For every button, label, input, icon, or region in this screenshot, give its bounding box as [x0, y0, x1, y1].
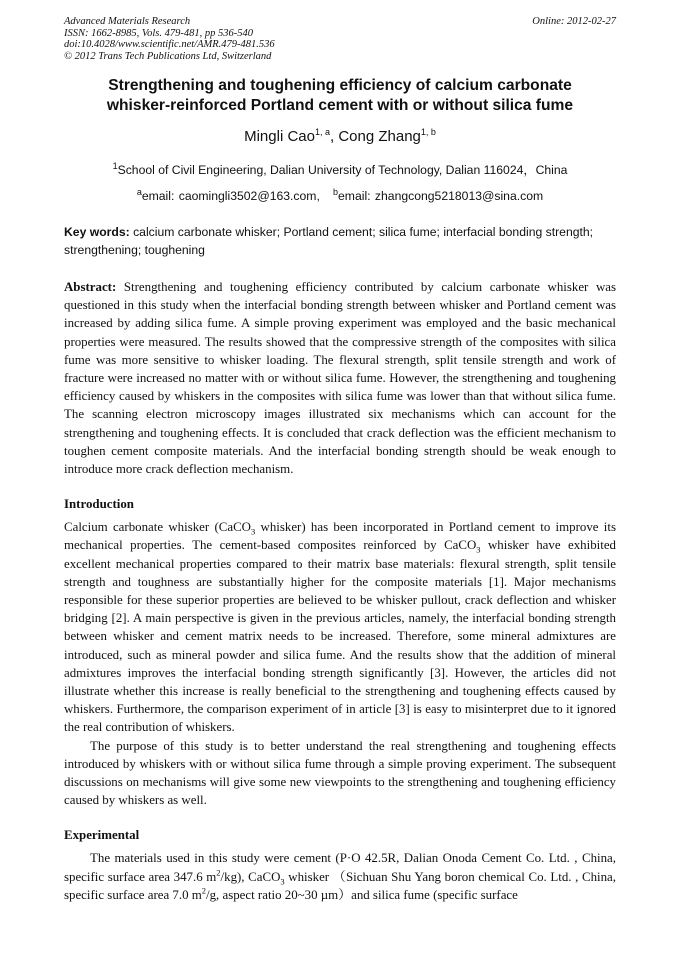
intro-paragraph-1	[64, 518, 616, 736]
subscript: 3	[250, 526, 256, 537]
subscript: 3	[476, 545, 481, 556]
text-run: /kg), CaCO	[220, 869, 281, 884]
author-name: Cong Zhang	[338, 128, 421, 145]
author-affiliation-mark: 1, a	[314, 127, 330, 137]
issn: ISSN: 1662-8985, Vols. 479-481, pp 536-540	[64, 27, 253, 39]
author-name: Mingli Cao	[244, 128, 315, 145]
text-run: /g, aspect ratio 20~30 µm）and silica fume (specific surface	[206, 887, 518, 902]
publication-info	[64, 16, 275, 62]
text-run: The materials used in this study were cement (P·O 42.5R, Dalian Onoda Cement Co. Ltd. , China, specific surface area 347.6 m	[64, 851, 616, 884]
doi: doi:10.4028/www.scientific.net/AMR.479-481.536	[64, 39, 275, 50]
online-date: Online: 2012-02-27	[532, 16, 616, 27]
title-line: Strengthening and toughening efficiency of calcium carbonate	[108, 77, 572, 94]
email-a: email: caomingli3502@163.com,	[141, 189, 320, 203]
keywords-text: calcium carbonate whisker; Portland cement; silica fume; interfacial bonding strength; strengthening; toughening	[64, 225, 594, 257]
text-run: Calcium carbonate whisker (CaCO	[64, 520, 251, 535]
abstract-text: Strengthening and toughening efficiency contributed by calcium carbonate whisker was questioned in this study when the interfacial bonding strength between whisker and Portland cement was increased by adding silica fume. A simple proving experiment was employed and the basic mechanical properties were measured. The results showed that the compressive strength of the composites with silica fume was more sensitive to whisker loading. The flexural strength, split tensile strength and work of fracture were increased no matter with or without silica fume. However, the strengthening and toughening efficiency caused by whiskers in the composites with silica fume was lower than that without silica fume. The scanning electron microscopy images illustrated six mechanisms which can account for the strengthening and toughening effects. It is concluded that crack deflection was the efficient mechanism to toughen cement composite materials. And the interfacial bonding strength should be weak enough to introduce more crack deflection mechanism.	[64, 280, 616, 477]
affiliation	[64, 161, 616, 178]
author-list	[64, 128, 616, 145]
intro-paragraph-2: The purpose of this study is to better understand the real strengthening and toughening effects introduced by whiskers with or without silica fume through a simple proving experiment. The subsequent discussions on mechanisms will give some new viewpoints to the strengthening and toughening efficiency caused by whiskers as well.	[64, 738, 616, 808]
text-run: whisker) has been incorporated in Portland cement to improve its mechanical properties. The cement-based composites reinforced by CaCO	[64, 520, 616, 553]
keywords-label: Key words:	[64, 225, 130, 239]
email-mark: a	[136, 186, 142, 197]
affiliation-mark: 1	[112, 160, 118, 171]
text-run: whisker have exhibited excellent mechanical properties compared to their matrix base materials: flexural strength, split tensile strength and toughness are substantially higher for the composite materials [1]. Major mechanisms responsible for these superior properties are believed to be whisker pullout, crack deflection and whisker bridging [2]. A main perspective is given in the previous articles, namely, the interfacial bonding strength between whisker and cement matrix needs to be increased. Therefore, some mineral admixtures are introduced, such as mineral powder and silica fume. And the results show that the addition of mineral admixtures improves the interfacial bonding strength significantly [3]. However, the articles did not illustrate whether this increase is really beneficial to the strengthening and toughening effects caused by whiskers. Furthermore, the comparison experiment of in article [3] is easy to misinterpret due to it ignored the real contribution of whiskers.	[64, 538, 616, 735]
keywords	[64, 223, 616, 259]
superscript: 2	[216, 867, 221, 878]
email-b: email: zhangcong5218013@sina.com	[338, 189, 544, 203]
subscript: 3	[280, 876, 285, 887]
copyright: © 2012 Trans Tech Publications Ltd, Switzerland	[64, 50, 272, 62]
running-header	[64, 16, 616, 62]
abstract-label: Abstract:	[64, 280, 117, 294]
author-affiliation-mark: 1, b	[420, 127, 436, 137]
paper-title	[64, 76, 616, 116]
affiliation-text: School of Civil Engineering, Dalian University of Technology, Dalian 116024，China	[117, 163, 568, 177]
section-heading-experimental: Experimental	[64, 828, 140, 843]
author-emails	[64, 186, 616, 203]
section-heading-introduction: Introduction	[64, 497, 134, 512]
superscript: 2	[201, 885, 207, 896]
abstract	[64, 278, 616, 478]
author-separator: ,	[329, 128, 339, 145]
title-line: whisker-reinforced Portland cement with or without silica fume	[106, 97, 574, 114]
experimental-paragraph-1	[64, 849, 616, 904]
email-mark: b	[333, 186, 339, 197]
text-run: whisker （Sichuan Shu Yang boron chemical Co. Ltd. , China, specific surface area 7.0 m	[64, 869, 616, 902]
journal-name: Advanced Materials Research	[64, 16, 191, 27]
